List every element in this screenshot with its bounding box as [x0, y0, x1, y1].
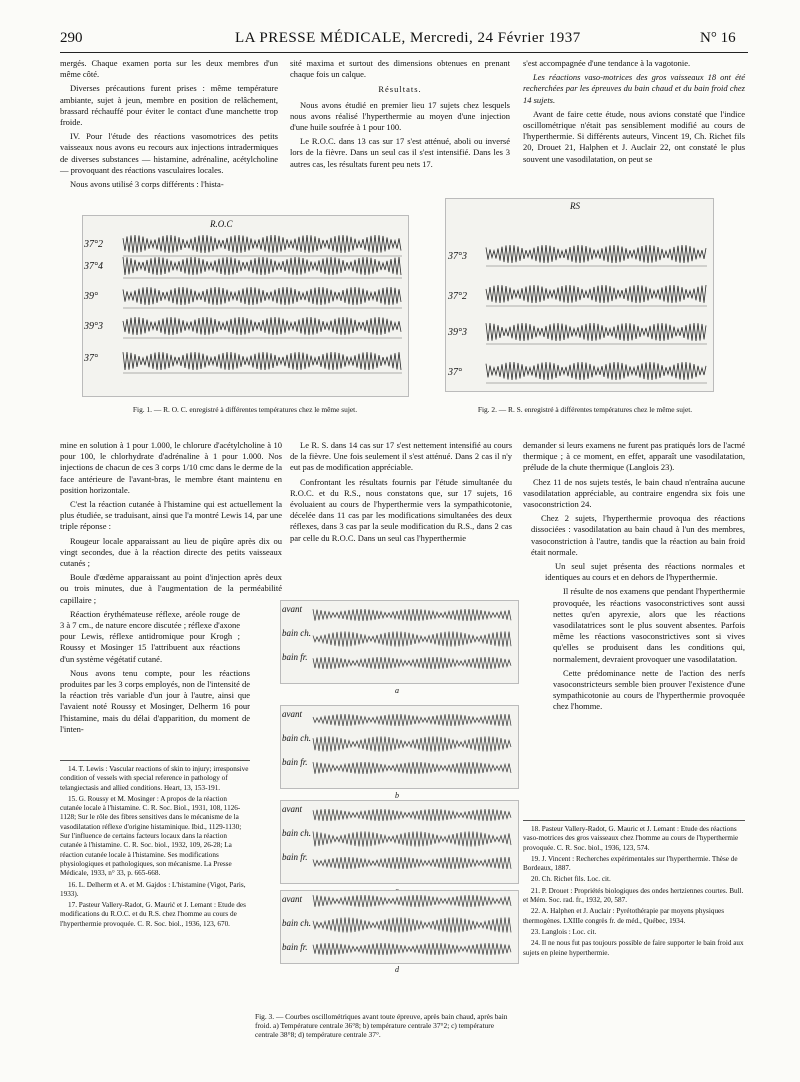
- figure-1-annotation: R.O.C: [210, 219, 233, 229]
- oscillation-trace: [486, 285, 706, 303]
- oscillation-trace: [486, 323, 706, 341]
- tracing-svg: [281, 601, 518, 683]
- trace-label: avant: [282, 804, 302, 814]
- paragraph: Nous avons étudié en premier lieu 17 sujets chez lesquels nous avons réalisé l'hyperthermie au moyen d'une injection d'une huile soufrée à 1 pour 100.: [290, 99, 510, 133]
- oscillation-trace: [123, 317, 401, 335]
- trace-label: bain ch.: [282, 628, 311, 638]
- oscillation-trace: [313, 631, 511, 646]
- trace-label: bain ch.: [282, 828, 311, 838]
- paragraph: Chez 2 sujets, l'hyperthermie provoqua des réactions dissociées : vasodilatation au bain chaud à l'un des membres, vasoconstriction à l'autre, tandis que la réaction au bain froid était normale.: [531, 513, 745, 557]
- paragraph: C'est la réaction cutanée à l'histamine qui est actuellement la plus étudiée, se traduisant, ainsi que l'a montré Lewis 14, par une triple réponse :: [60, 499, 282, 532]
- mid-column-2: [290, 440, 512, 547]
- temp-label: 37°: [448, 367, 462, 378]
- trace-label: bain ch.: [282, 733, 311, 743]
- journal-title: LA PRESSE MÉDICALE, Mercredi, 24 Février 1937: [235, 30, 581, 46]
- figure-2-annotation: RS: [570, 201, 580, 211]
- oscillation-trace: [313, 736, 511, 751]
- paragraph: Réaction érythémateuse réflexe, aréole rouge de 3 à 7 cm., de nature encore discutée ; réflexe d'axone pour Lewis, réflexe antidromique pour Krogh ; Roussy et Mosinger 15 l'attribuent aux réactions d'un système végétatif cutané.: [60, 608, 240, 664]
- figure-3-panel: [280, 800, 519, 884]
- oscillation-trace: [123, 257, 401, 275]
- footnote: 14. T. Lewis : Vascular reactions of skin to injury; irresponsive condition of vessels with special reference in pathology of telangiectasis and allied conditions. Heart, 13, 153-191.: [60, 765, 249, 792]
- paragraph: Le R.O.C. dans 13 cas sur 17 s'est atténué, aboli ou inversé lors de la fièvre. Dans un seul cas il s'est intensifié. Dans les 3 autres cas, les résultats furent peu nets 17.: [290, 136, 510, 169]
- mid-column-1: [60, 440, 282, 738]
- paragraph: Boule d'œdème apparaissant au point d'injection après deux ou trois minutes, due à l'augmentation de la perméabilité capillaire ;: [60, 572, 282, 605]
- paragraph: mergés. Chaque examen porta sur les deux membres d'un même côté.: [60, 58, 278, 80]
- oscillation-trace: [313, 895, 511, 907]
- footnote: 20. Ch. Richet fils. Loc. cit.: [531, 875, 611, 884]
- mid-column-3: [523, 440, 745, 716]
- figure-2-tracing: [445, 198, 714, 392]
- trace-label: bain fr.: [282, 757, 308, 767]
- temp-label: 37°4: [84, 261, 103, 272]
- figure-2-svg: [446, 199, 713, 391]
- oscillation-trace: [313, 609, 511, 621]
- trace-label: bain fr.: [282, 852, 308, 862]
- paragraph: Chez 11 de nos sujets testés, le bain chaud n'entraîna aucune vasodilatation appréciable, au contraire engendra six fois une vasoconstriction 24.: [523, 476, 745, 510]
- footnote: 21. P. Drouet : Propriétés biologiques des ondes hertziennes courtes. Bull. et Mém. Soc. rad. fr., 1932, 20, 587.: [523, 886, 744, 905]
- panel-letter: b: [395, 791, 399, 800]
- temp-label: 37°: [84, 353, 98, 364]
- paragraph: s'est accompagnée d'une tendance à la vagotonie.: [523, 58, 691, 68]
- oscillation-trace: [123, 235, 401, 253]
- temp-label: 39°3: [84, 321, 103, 332]
- figure-1-tracing: [82, 215, 409, 397]
- oscillation-trace: [313, 657, 511, 669]
- trace-label: bain fr.: [282, 942, 308, 952]
- footnotes-right: [523, 825, 745, 960]
- temp-label: 37°2: [448, 291, 467, 302]
- footnotes-left: [60, 765, 250, 931]
- figure-3-panel: [280, 600, 519, 684]
- oscillation-trace: [486, 362, 706, 380]
- footnote: 23. Langlois : Loc. cit.: [531, 927, 597, 936]
- footnote: 15. G. Roussy et M. Mosinger : A propos de la réaction cutanée locale à l'histamine. C. R. Soc. Biol., 1931, 108, 1126-1128; Sur le rôle des fibres sensitives dans le mécanisme de la vasodilatation réflexe d'origine histaminique. Ibid., 1129-1130; Sur l'influence de certains facteurs locaux dans la réaction cutanée à l'histamine. C. R. Soc. biol., 1932, 109, 26-28; La réaction cutanée locale à l'histamine. Ses modifications physiologiques et pathologiques, son mécanisme. La Presse Médicale, 1933, n° 33, p. 665-668.: [60, 794, 242, 878]
- figure-3-panel: [280, 705, 519, 789]
- paragraph: IV. Pour l'étude des réactions vasomotrices des petits vaisseaux nous avons eu recours aux injections intradermiques de diverses substances — histamine, adrénaline, acétylcholine — provoquant des réactions vasculaires locales.: [60, 131, 278, 175]
- temp-label: 37°3: [448, 251, 467, 262]
- oscillation-trace: [486, 245, 706, 263]
- page-number: 290: [60, 30, 83, 46]
- temp-label: 39°: [84, 291, 98, 302]
- footnote: 17. Pasteur Vallery-Radot, G. Maurić et J. Lemant : Etude des modifications du R.O.C. et du R.S. chez l'homme au cours de l'hyperthermie provoquée. C. R. Soc. biol., 1936, 123, 670.: [60, 901, 246, 928]
- figure-3-panel: [280, 890, 519, 964]
- footnote: 24. Il ne nous fut pas toujours possible de faire supporter le bain froid aux sujets en pleine hyperthermie.: [523, 939, 744, 957]
- paragraph: demander si leurs examens ne furent pas pratiqués lors de l'acmé thermique ; à ce moment, en effet, apparaît une vasodilatation, prélude de la chute thermique (Langlois 23).: [523, 440, 745, 473]
- paragraph: Avant de faire cette étude, nous avions constaté que l'indice oscillométrique n'était pas sensiblement modifié au cours de l'hyperthermie. Si différents auteurs, Vincent 19, Ch. Richet fils 20, Drouet 21, Halphen et J. Auclair 22, ont constaté le plus souvent une vasodilatation, on peut se: [523, 108, 745, 164]
- panel-letter: d: [395, 965, 399, 974]
- oscillation-trace: [313, 831, 511, 846]
- tracing-svg: [281, 891, 518, 963]
- trace-label: avant: [282, 894, 302, 904]
- temp-label: 39°3: [448, 327, 467, 338]
- figure-1-svg: [83, 216, 408, 396]
- oscillation-trace: [313, 943, 511, 955]
- paragraph: Nous avons tenu compte, pour les réactions produites par les 3 corps employés, non de l'intensité de la réaction très variable d'un jour à l'autre, ainsi que l'avaient noté Roussy et Mosinger, Delherm 16 pour l'histamine, mais du délai d'apparition, du moment de l'inten-: [60, 667, 250, 734]
- temp-label: 37°2: [84, 239, 103, 250]
- oscillation-trace: [313, 857, 511, 869]
- trace-label: avant: [282, 709, 302, 719]
- section-heading: Résultats.: [378, 84, 422, 95]
- paragraph: Le R. S. dans 14 cas sur 17 s'est nettement intensifié au cours de la fièvre. Une fois seulement il s'est atténué. Dans 2 cas il n'y eut pas de modification appréciable.: [290, 440, 512, 473]
- panel-letter: a: [395, 686, 399, 695]
- top-column-1: [60, 58, 278, 193]
- oscillation-trace: [313, 809, 511, 821]
- paragraph: Rougeur locale apparaissant au lieu de piqûre après dix ou vingt secondes, due à la réaction directe des petits vaisseaux cutanés ;: [60, 535, 282, 569]
- paragraph: Cette prédominance nette de l'action des nerfs vasoconstricteurs semble bien prouver l'existence d'une sympathicotonie au cours de l'hyperthermie provoquée chez l'homme.: [553, 667, 745, 712]
- footnote: 16. L. Delherm et A. et M. Gajdos : L'histamine (Vigot, Paris, 1933).: [60, 880, 246, 898]
- trace-label: avant: [282, 604, 302, 614]
- top-column-2: [290, 58, 510, 173]
- footnote: 19. J. Vincent : Recherches expérimentales sur l'hyperthermie. Thèse de Bordeaux, 1887.: [523, 854, 738, 873]
- figure-1-caption: Fig. 1. — R. O. C. enregistré à différentes températures chez le même sujet.: [132, 405, 358, 414]
- figure-3-caption: Fig. 3. — Courbes oscillométriques avant toute épreuve, après bain chaud, après bain froid. a) Température centrale 36°8; b) température centrale 37°2; c) température centrale 38°8; d) température centrale 37°.: [255, 1012, 508, 1039]
- footnote-rule: [60, 760, 250, 761]
- tracing-svg: [281, 801, 518, 883]
- figure-2-caption: Fig. 2. — R. S. enregistré à différentes températures chez le même sujet.: [477, 405, 693, 414]
- oscillation-trace: [313, 762, 511, 774]
- header-rule: [60, 52, 748, 53]
- paragraph: Un seul sujet présenta des réactions normales et identiques au cours et en dehors de l'hyperthermie.: [545, 561, 745, 583]
- footnote: 18. Pasteur Vallery-Radot, G. Mauric et J. Lemant : Etude des réactions vaso-motrices des gros vaisseaux chez l'homme au cours de l'hyperthermie provoquée. C. R. Soc. biol., 1936, 123, 574.: [523, 825, 739, 852]
- issue-number: N° 16: [700, 30, 736, 46]
- oscillation-trace: [123, 287, 401, 305]
- oscillation-trace: [313, 714, 511, 726]
- paragraph: mine en solution à 1 pour 1.000, le chlorure d'acétylcholine à 10 pour 100, le chlorhydrate d'adrénaline à 1 pour 1.000. Nos injections de chacun de ces 3 corps 1/10 cmc dans le derme de la face antérieure de l'avant-bras, le membre étant maintenu en position horizontale.: [60, 440, 282, 495]
- paragraph: Nous avons utilisé 3 corps différents : l'hista-: [70, 179, 224, 190]
- trace-label: bain ch.: [282, 918, 311, 928]
- paragraph: Confrontant les résultats fournis par l'étude simultanée du R.O.C. et du R.S., nous constatons que, sur 17 sujets, 16 évoluaient au cours de l'hyperthermie vers la sympathicotonie, décelée dans 11 cas par les modifications simultanées des deux réflexes, dans 3 cas par la seule modification du R.S., dans 2 cas par celle du R.O.C. Dans un seul cas l'hyperthermie: [290, 476, 512, 543]
- paragraph: Les réactions vaso-motrices des gros vaisseaux 18 ont été recherchées par les épreuves du bain chaud et du bain froid chez 14 sujets.: [523, 72, 745, 105]
- paragraph: Il résulte de nos examens que pendant l'hyperthermie provoquée, les réactions vasoconstrictives sont aussi nettes qu'en apyrexie, alors que les réactions vasodilatatrices sont le plus souvent absentes. Parfois même les réactions vasoconstrictives sont si vives qu'elles se produisent dans les conditions qui, normalement, devraient provoquer une vasodilatation.: [553, 586, 745, 664]
- trace-label: bain fr.: [282, 652, 308, 662]
- paragraph: Diverses précautions furent prises : même température ambiante, sujet à jeun, membre en position de relâchement, brassard réchauffé pour éviter le contact d'une manchette trop froide.: [60, 83, 278, 128]
- footnote-rule: [523, 820, 745, 821]
- footnote: 22. A. Halphen et J. Auclair : Pyrétothérapie par moyens physiques thermogènes. LXIIIe congrès fr. de méd., Québec, 1934.: [523, 907, 725, 925]
- oscillation-trace: [313, 917, 511, 932]
- top-column-3: [523, 58, 745, 168]
- tracing-svg: [281, 706, 518, 788]
- paragraph: sité maxima et surtout des dimensions obtenues en prenant chaque fois un calque.: [290, 58, 510, 80]
- oscillation-trace: [123, 352, 401, 370]
